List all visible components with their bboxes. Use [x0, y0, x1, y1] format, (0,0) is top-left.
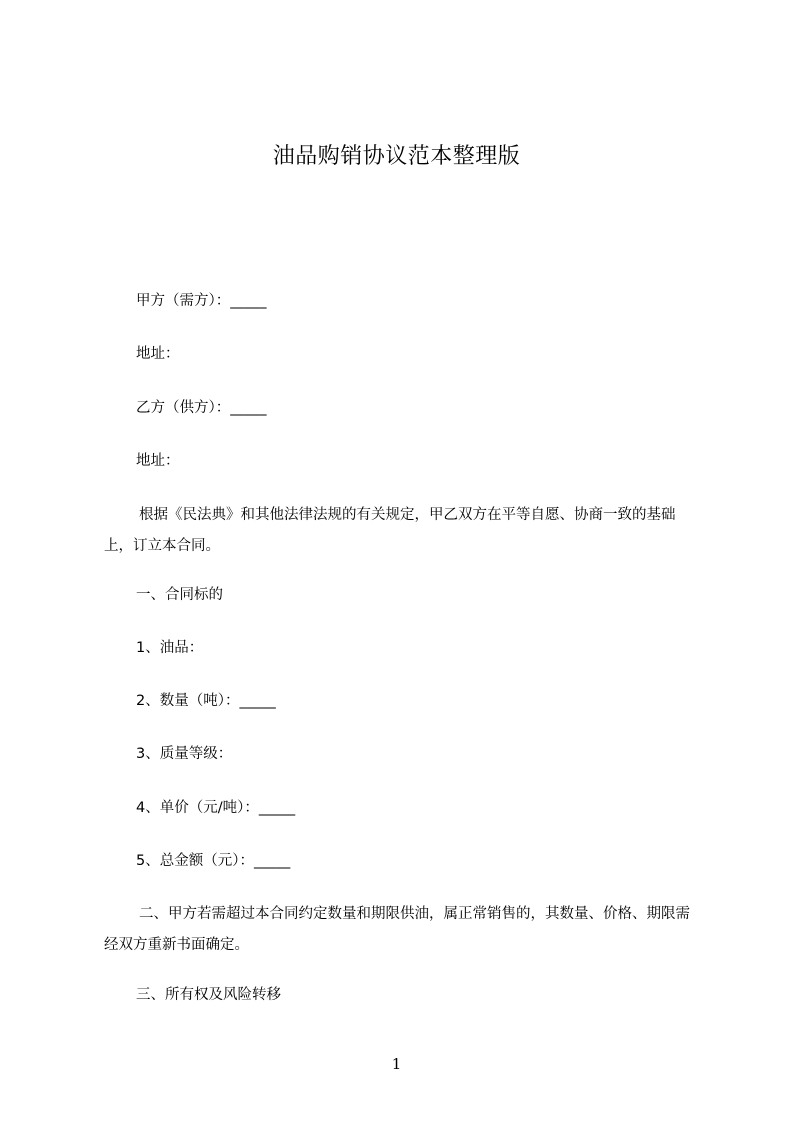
- item-oil: 1、油品：: [136, 640, 204, 656]
- item-quantity: 2、数量（吨）：_____: [136, 693, 276, 709]
- party-b-line: 乙方（供方）：_____: [136, 400, 267, 416]
- party-b-address: 地址：: [136, 453, 180, 469]
- document-title: 油品购销协议范本整理版: [272, 144, 521, 169]
- preamble-paragraph: [104, 500, 704, 562]
- party-a-line: 甲方（需方）：_____: [136, 293, 267, 309]
- item-quality: 3、质量等级：: [136, 746, 233, 762]
- party-a-address: 地址：: [136, 346, 180, 362]
- item-total-amount: 5、总金额（元）：_____: [136, 853, 291, 869]
- preamble-text: 根据《民法典》和其他法律法规的有关规定，甲乙双方在平等自愿、协商一致的基础上，订立本合同。: [104, 507, 676, 554]
- page-number: 1: [391, 1055, 402, 1073]
- section-2-text: 二、甲方若需超过本合同约定数量和期限供油，属正常销售的，其数量、价格、期限需经双方重新书面确定。: [104, 906, 690, 953]
- section-3-heading: 三、所有权及风险转移: [136, 987, 281, 1003]
- item-unit-price: 4、单价（元/吨）：_____: [136, 800, 296, 816]
- section-2-paragraph: [104, 899, 704, 961]
- section-1-heading: 一、合同标的: [136, 587, 223, 603]
